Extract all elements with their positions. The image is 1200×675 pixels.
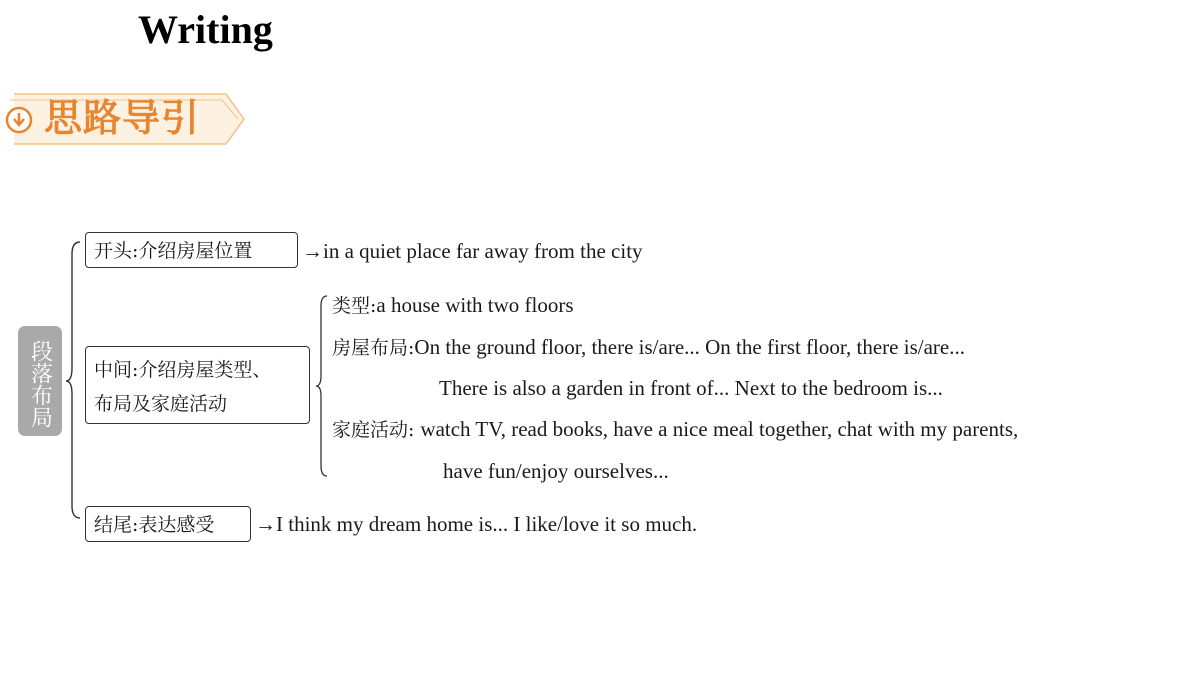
middle-box-line2: 布局及家庭活动 [94, 393, 228, 415]
layout-text-2: There is also a garden in front of... Next to the bedroom is... [439, 376, 943, 400]
section-banner [0, 90, 250, 148]
middle-brace [314, 294, 330, 478]
middle-box [85, 346, 310, 424]
type-line [332, 292, 574, 319]
middle-box-line1: 中间:介绍房屋类型、 [94, 359, 272, 381]
banner-label: 思路导引 [44, 96, 201, 140]
activity-line1 [332, 416, 1018, 443]
activity-text-2: have fun/enjoy ourselves... [443, 459, 669, 483]
ending-box-label: 结尾:表达感受 [94, 514, 215, 536]
type-text: a house with two floors [376, 293, 574, 317]
activity-label: 家庭活动: [332, 419, 415, 441]
ending-content: →I think my dream home is... I like/love it so much. [255, 512, 698, 536]
main-brace [64, 240, 84, 520]
layout-label: 房屋布局: [332, 337, 415, 359]
side-label: 段落布局 [18, 326, 62, 436]
opening-box-label: 开头:介绍房屋位置 [94, 240, 253, 262]
opening-content: →in a quiet place far away from the city [302, 239, 643, 263]
layout-text-1: On the ground floor, there is/are... On the first floor, there is/are... [414, 335, 965, 359]
opening-box [85, 232, 298, 268]
down-arrow-circle-icon [4, 105, 34, 135]
type-label: 类型: [332, 295, 377, 317]
page-title: Writing [138, 7, 273, 52]
activity-text-1: watch TV, read books, have a nice meal together, chat with my parents, [420, 417, 1019, 441]
layout-line1 [332, 334, 965, 361]
ending-box [85, 506, 251, 542]
